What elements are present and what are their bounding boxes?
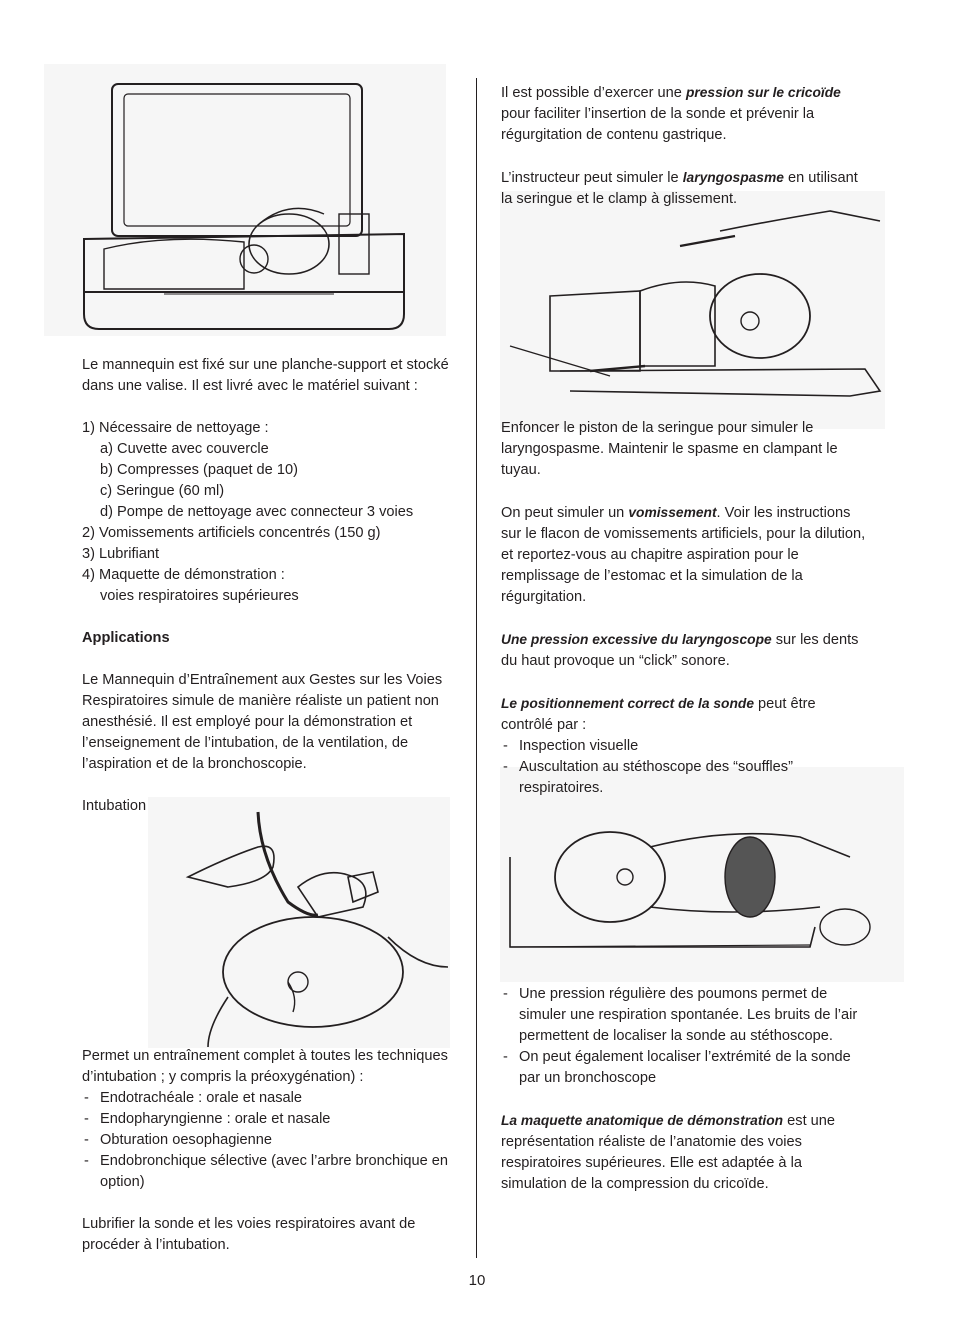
- lung-ventilation-illustration: [500, 767, 904, 982]
- model-post: est une représentation réaliste de l’anatomie des voies respiratoires supérieures. Elle est adaptée à la simulation de la compression du cricoïde.: [501, 1113, 836, 1192]
- kit-list-item: a) Cuvette avec couvercle: [100, 441, 269, 457]
- intubation-list-item: - Endotrachéale : orale et nasale: [82, 1088, 454, 1109]
- laryngospasm-syringe-illustration: [500, 191, 885, 429]
- applications-heading: Applications: [82, 630, 170, 646]
- vomit-pre: On peut simuler un: [501, 505, 629, 521]
- closing-text: Lubrifier la sonde et les voies respiratoires avant de procéder à l’intubation.: [82, 1216, 416, 1253]
- left-column: [82, 355, 454, 817]
- kit-list-item: 2) Vomissements artificiels concentrés (150 g): [82, 525, 381, 541]
- right-column-lower: [501, 984, 869, 1195]
- kit-list-item: voies respiratoires supérieures: [100, 588, 299, 604]
- note-list-item: - Une pression régulière des poumons permet de simuler une respiration spontanée. Les bruits de l’air permettent de localiser la sonde au stéthoscope.: [501, 984, 869, 1047]
- page-number: 10: [468, 1272, 486, 1289]
- kit-list-item: 1) Nécessaire de nettoyage :: [82, 420, 269, 436]
- intubation-intro: Permet un entraînement complet à toutes les techniques d’intubation ; y compris la préoxygénation) :: [82, 1048, 448, 1085]
- kit-list-item: b) Compresses (paquet de 10): [100, 462, 298, 478]
- kit-intro: Le mannequin est fixé sur une planche-support et stocké dans une valise. Il est livré avec le matériel suivant :: [82, 357, 449, 394]
- intubation-illustration: [148, 797, 450, 1048]
- laryngo-emphasis: laryngospasme: [682, 170, 784, 185]
- mannequin-case-illustration: [44, 64, 446, 336]
- right-column-middle: [501, 418, 869, 799]
- check-list-item: - Auscultation au stéthoscope des “souffles” respiratoires.: [501, 757, 869, 799]
- laryngo-pre: L’instructeur peut simuler le: [501, 170, 683, 186]
- right-column-top: [501, 82, 869, 210]
- kit-list-item: 3) Lubrifiant: [82, 546, 160, 562]
- model-paragraph: [501, 1110, 869, 1195]
- applications-text: Le Mannequin d’Entraînement aux Gestes sur les Voies Respiratoires simule de manière réaliste un patient non anesthésié. Il est employé pour la démonstration et l’enseignement de l’intubation, de la ventilation, de l’aspiration et de la bronchoscopie.: [82, 672, 443, 772]
- pressure-paragraph: [501, 629, 869, 672]
- kit-list-item: 4) Maquette de démonstration :: [82, 567, 285, 583]
- check-list-item: - Inspection visuelle: [501, 736, 869, 757]
- notes-list: [501, 984, 869, 1089]
- intubation-list-item: - Obturation oesophagienne: [82, 1130, 454, 1151]
- positioning-emphasis: Le positionnement correct de la sonde: [501, 696, 754, 711]
- kit-list: [82, 418, 454, 607]
- positioning-paragraph: [501, 693, 869, 736]
- intubation-heading: Intubation: [82, 798, 147, 814]
- vomit-paragraph: [501, 502, 869, 608]
- vomit-emphasis: vomissement: [628, 505, 717, 520]
- pressure-emphasis: Une pression excessive du laryngoscope: [501, 632, 772, 647]
- cricoid-paragraph: [501, 82, 869, 146]
- cricoid-pre: Il est possible d’exercer une: [501, 85, 686, 101]
- column-divider: [476, 78, 477, 1258]
- vomit-post: . Voir les instructions sur le flacon de vomissements artificiels, pour la dilution, et reportez-vous au chapitre aspiration pour le remplissage de l’estomac et la simulation de la régurgitation.: [501, 505, 866, 605]
- intubation-list-item: - Endopharyngienne : orale et nasale: [82, 1109, 454, 1130]
- pressure-post: sur les dents du haut provoque un “click” sonore.: [501, 632, 859, 669]
- kit-list-item: d) Pompe de nettoyage avec connecteur 3 voies: [100, 504, 414, 520]
- note-list-item: - On peut également localiser l’extrémité de la sonde par un bronchoscope: [501, 1047, 869, 1089]
- model-emphasis: La maquette anatomique de démonstration: [501, 1113, 784, 1128]
- cricoid-post: pour faciliter l’insertion de la sonde et prévenir la régurgitation de contenu gastrique.: [501, 106, 815, 143]
- laryngo-post: en utilisant la seringue et le clamp à glissement.: [501, 170, 858, 207]
- intubation-list: [82, 1088, 454, 1193]
- piston-paragraph: Enfoncer le piston de la seringue pour simuler le laryngospasme. Maintenir le spasme en clampant le tuyau.: [501, 420, 838, 478]
- left-column-lower: [82, 1046, 454, 1256]
- kit-list-item: c) Seringue (60 ml): [100, 483, 225, 499]
- intubation-list-item: - Endobronchique sélective (avec l’arbre bronchique en option): [82, 1151, 454, 1193]
- checks-list: [501, 736, 869, 799]
- laryngospasm-paragraph: [501, 167, 869, 210]
- cricoid-emphasis: pression sur le cricoïde: [685, 85, 841, 100]
- positioning-post: peut être contrôlé par :: [501, 696, 816, 733]
